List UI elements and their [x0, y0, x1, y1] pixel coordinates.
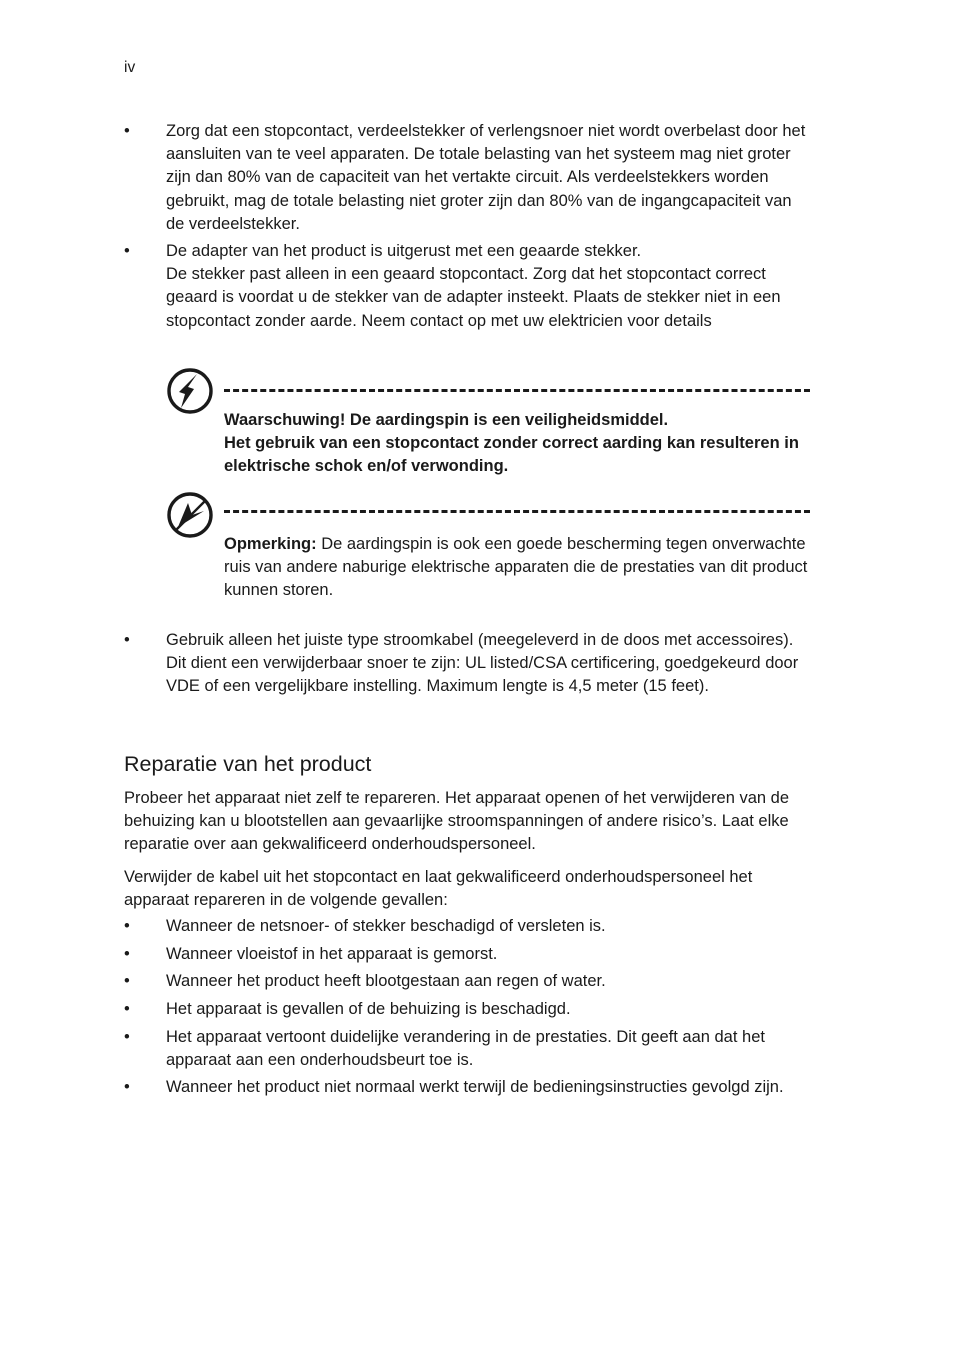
list-item	[124, 915, 808, 938]
note-label: Opmerking:	[224, 535, 317, 553]
bullet-marker: •	[124, 917, 130, 935]
list-item-text: De adapter van het product is uitgerust met een geaarde stekker.	[166, 242, 642, 260]
list-item	[124, 943, 808, 966]
bullet-marker: •	[124, 1078, 130, 1096]
bullet-marker: •	[124, 242, 130, 260]
list-item-text: Wanneer het product niet normaal werkt terwijl de bedieningsinstructies gevolgd zijn.	[166, 1078, 784, 1096]
section-heading: Reparatie van het product	[124, 752, 372, 776]
list-item	[124, 1026, 808, 1072]
paragraph: Probeer het apparaat niet zelf te repareren. Het apparaat openen of het verwijderen van de behuizing kan u blootstellen aan gevaarlijke stroomspanningen of andere risico’s. Laat elke reparatie over aan gekwalificeerd onderhoudspersoneel.	[124, 789, 790, 854]
bullet-marker: •	[124, 972, 130, 990]
warning-text: Het gebruik van een stopcontact zonder correct aarding kan resulteren in elektrische schok en/of verwonding.	[224, 434, 799, 476]
bullet-marker: •	[124, 945, 130, 963]
list-item	[124, 629, 808, 699]
divider	[224, 510, 810, 513]
list-item	[124, 120, 808, 236]
list-item	[124, 240, 808, 333]
list-item-text: Zorg dat een stopcontact, verdeelstekker of verlengsnoer niet wordt overbelast door het aansluiten van te veel apparaten. De totale belasting van het systeem mag niet groter zijn dan 80% van de capaciteit van het vertakte circuit. Als verdeelstekkers worden gebruikt, mag de totale belasting niet groter zijn dan 80% van de ingangcapaciteit van de verdeelstekker.	[166, 122, 806, 233]
list-item-text: Het apparaat vertoont duidelijke verandering in de prestaties. Dit geeft aan dat het apparaat aan een onderhoudsbeurt toe is.	[166, 1028, 765, 1070]
note-body: De aardingspin is ook een goede bescherming tegen onverwachte ruis van andere naburige elektrische apparaten die de prestaties van dit product kunnen storen.	[224, 535, 808, 600]
list-item	[124, 970, 808, 993]
bullet-marker: •	[124, 631, 130, 649]
list-item-text: Wanneer het product heeft blootgestaan aan regen of water.	[166, 972, 606, 990]
page-number: iv	[124, 59, 136, 76]
list-item-text: De stekker past alleen in een geaard stopcontact. Zorg dat het stopcontact correct geaard is voordat u de stekker van de adapter insteekt. Plaats de stekker niet in een stopcontact zonder aarde. Neem contact op met uw elektricien voor details	[166, 265, 781, 330]
warning-notice	[166, 367, 810, 482]
list-item	[124, 998, 808, 1021]
warning-title: Waarschuwing! De aardingspin is een veiligheidsmiddel.	[224, 411, 669, 429]
divider	[224, 389, 810, 392]
note-text	[224, 533, 814, 603]
list-item-text: Wanneer de netsnoer- of stekker beschadigd of versleten is.	[166, 917, 606, 935]
lightning-warning-icon	[166, 367, 214, 415]
bullet-marker: •	[124, 122, 130, 140]
list-item-text: Gebruik alleen het juiste type stroomkabel (meegeleverd in de doos met accessoires). Dit dient een verwijderbaar snoer te zijn: UL listed/CSA certificering, goedgekeurd door VDE of een vergelijkbare instelling. Maximum lengte is 4,5 meter (15 feet).	[166, 631, 799, 696]
paragraph: Verwijder de kabel uit het stopcontact en laat gekwalificeerd onderhoudspersoneel het apparaat repareren in de volgende gevallen:	[124, 868, 753, 910]
list-item	[124, 1076, 808, 1099]
note-pencil-icon	[166, 491, 214, 539]
bullet-marker: •	[124, 1028, 130, 1046]
bullet-marker: •	[124, 1000, 130, 1018]
list-item-text: Wanneer vloeistof in het apparaat is gemorst.	[166, 945, 498, 963]
list-item-text: Het apparaat is gevallen of de behuizing is beschadigd.	[166, 1000, 571, 1018]
note-notice	[166, 491, 810, 606]
